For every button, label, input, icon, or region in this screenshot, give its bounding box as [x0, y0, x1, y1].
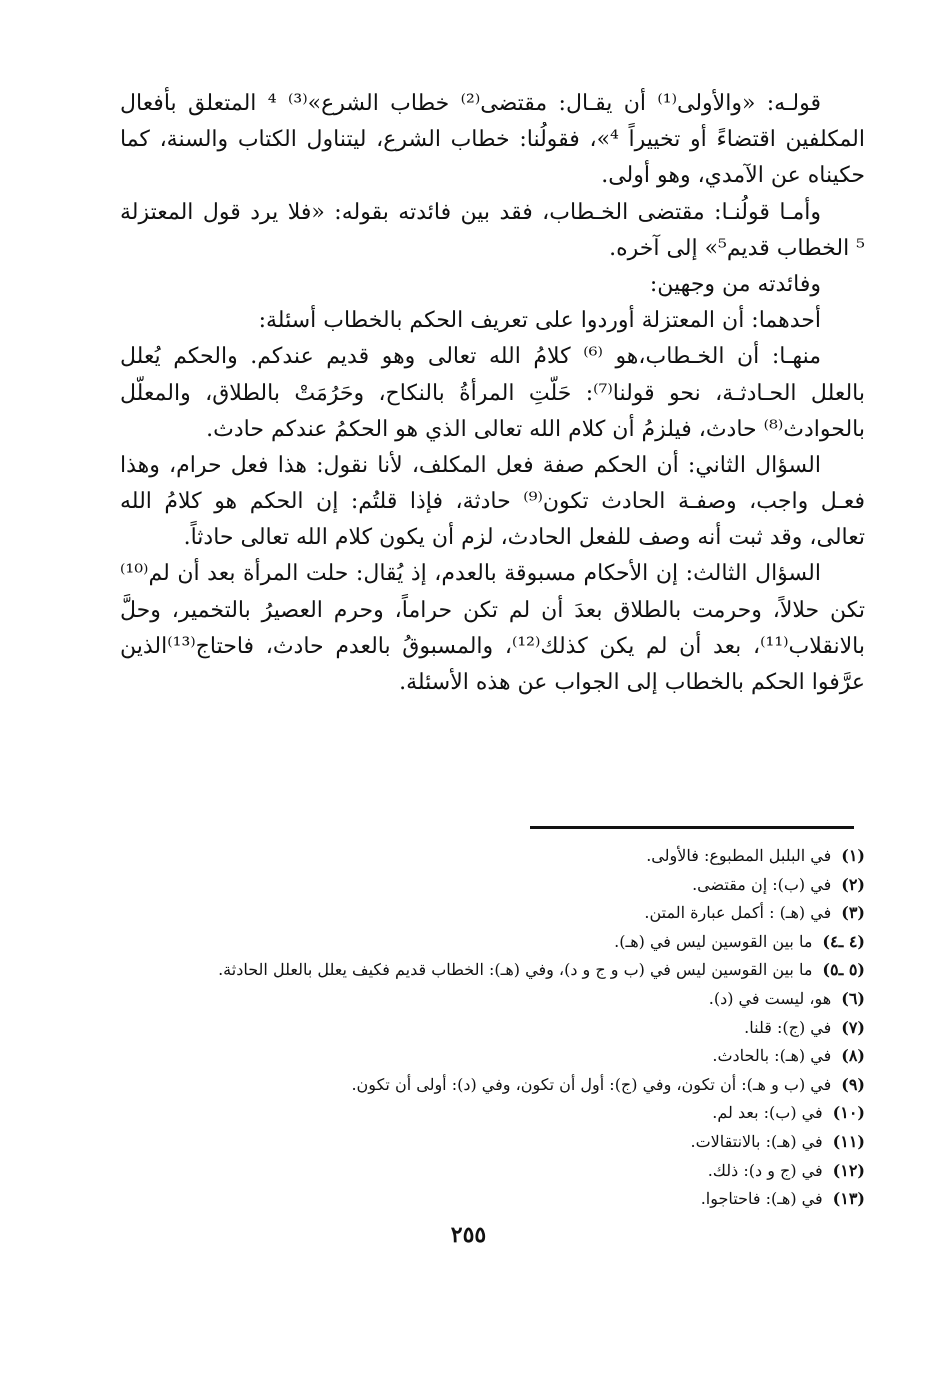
- footnote: [150, 1014, 865, 1043]
- footnote-text: في البلبل المطبوع: فالأولى.: [646, 846, 832, 865]
- footnote: [150, 1128, 865, 1157]
- footnote: [150, 1042, 865, 1071]
- text-line: ⁵ الخطاب قديم⁵» إلى آخره.: [609, 235, 865, 261]
- text-line: فعـل واجب، وصفـة الحادث تكون⁽⁹⁾ حادثة، فإذا قلتُم: إن الحكم هو كلامُ الله: [120, 489, 865, 515]
- footnote-number: (٥ ـ٥): [822, 960, 865, 980]
- footnote-number: (٧): [841, 1017, 865, 1037]
- footnote: [150, 1071, 865, 1100]
- footnote-text: في (هـ): فاحتاجوا.: [700, 1189, 823, 1209]
- footnote-number: (١): [841, 846, 865, 865]
- text-line: وفائدته من وجهين:: [649, 271, 821, 297]
- footnote-text: ما بين القوسين ليس في (هـ).: [614, 931, 813, 951]
- text-line: حكيناه عن الآمدي، وهو أولى.: [601, 163, 865, 189]
- footnote: [150, 928, 865, 957]
- text-line: تعالى، وقد ثبت أنه وصف للفعل الحادث، لزم أن يكون كلام الله تعالى حادثاً.: [183, 525, 865, 551]
- footnote-number: (١٢): [832, 1160, 865, 1180]
- footnote: [150, 985, 865, 1014]
- footnote-text: في (ب): بعد لم.: [712, 1103, 823, 1123]
- footnote-number: (٨): [841, 1046, 865, 1066]
- footnotes: [150, 842, 865, 1214]
- text-line: تكن حلالاً، وحرمت بالطلاق بعدَ أن لم تكن حراماً، وحرم العصيرُ بالتخمير، وحلَّ: [120, 597, 865, 623]
- footnote-number: (٣): [841, 903, 865, 923]
- text-line: أحدهما: أن المعتزلة أوردوا على تعريف الحكم بالخطاب أسئلة:: [258, 308, 821, 334]
- text-line: وأمـا قولُنـا: مقتضى الخـطاب، فقد بين فائدته بقوله: «فلا يرد قول المعتزلة: [120, 199, 821, 225]
- footnote: [150, 1157, 865, 1186]
- footnote: [150, 956, 865, 985]
- footnote: [150, 1099, 865, 1128]
- text-line: بالعلل الحـادثـة، نحو قولنا⁽⁷⁾: حَلَّتِ المرأةُ بالنكاح، وحَرُمَتْ بالطلاق، والمعلَّل: [120, 380, 865, 406]
- footnote-number: (٦): [841, 988, 865, 1008]
- text-line: بالانقلاب⁽¹¹⁾، بعد أن لم يكن كذلك⁽¹²⁾، والمسبوقُ بالعدم حادث، فاحتاج⁽¹³⁾الذين: [120, 633, 865, 659]
- footnote-text: في (ب): إن مقتضى.: [692, 874, 832, 894]
- page-number: ٢٥٥: [450, 1222, 487, 1248]
- footnote-number: (٢): [841, 874, 865, 894]
- text-line: المكلفين اقتضاءً أو تخييراً ⁴»، فقولُنا: خطاب الشرع، ليتناول الكتاب والسنة، كما: [120, 127, 865, 153]
- footnote-text: في (ج و د): ذلك.: [707, 1160, 823, 1180]
- text-line: قولـه: «والأولى⁽¹⁾ أن يقـال: مقتضى⁽²⁾ خطاب الشرع»⁽³⁾ ⁴ المتعلق بأفعال: [120, 91, 822, 116]
- footnote-number: (١٠): [832, 1103, 865, 1123]
- footnote-text: في (هـ) : أكمل عبارة المتن.: [644, 903, 832, 923]
- footnote: [150, 871, 865, 900]
- footnote-number: (١٣): [832, 1189, 865, 1209]
- text-line: السؤال الثالث: إن الأحكام مسبوقة بالعدم، إذ يُقال: حلت المرأة بعد أن لم⁽¹⁰⁾: [120, 561, 821, 587]
- footnote-number: (٤ ـ٤): [822, 931, 865, 951]
- footnote-text: في (ب و هـ): أن تكون، وفي (ج): أول أن تكون، وفي (د): أولى أن تكون.: [351, 1074, 832, 1094]
- footnote-text: في (هـ): بالحادث.: [712, 1046, 832, 1066]
- footnote: [150, 1185, 865, 1214]
- text-line: بالحوادث⁽⁸⁾ حادث، فيلزمُ أن كلام الله تعالى الذي هو الحكمُ عندكم حادث.: [206, 416, 865, 442]
- footnote-number: (٩): [841, 1074, 865, 1094]
- main-text: [120, 86, 865, 701]
- text-line: منهـا: أن الخـطاب،هو ⁽⁶⁾ كلامُ الله تعالى وهو قديم عندكم. والحكم يُعلل: [120, 344, 821, 370]
- footnote-text: ما بين القوسين ليس في (ب و ج و د)، وفي (هـ): الخطاب قديم فكيف يعلل بالعلل الحادثة.: [218, 960, 813, 980]
- text-line: عرَّفوا الحكم بالخطاب إلى الجواب عن هذه الأسئلة.: [399, 670, 865, 695]
- footnote-text: في (ج): قلنا.: [744, 1017, 832, 1037]
- text-line: السؤال الثاني: أن الحكم صفة فعل المكلف، لأنا نقول: هذا فعل حرام، وهذا: [120, 452, 821, 478]
- footnote: [150, 899, 865, 928]
- footnote-number: (١١): [832, 1131, 865, 1151]
- footnote-text: في (هـ): بالانتقالات.: [690, 1131, 823, 1151]
- footnote: [150, 842, 865, 871]
- footnote-text: هو، ليست في (د).: [708, 988, 832, 1008]
- footnote-separator: [530, 826, 854, 829]
